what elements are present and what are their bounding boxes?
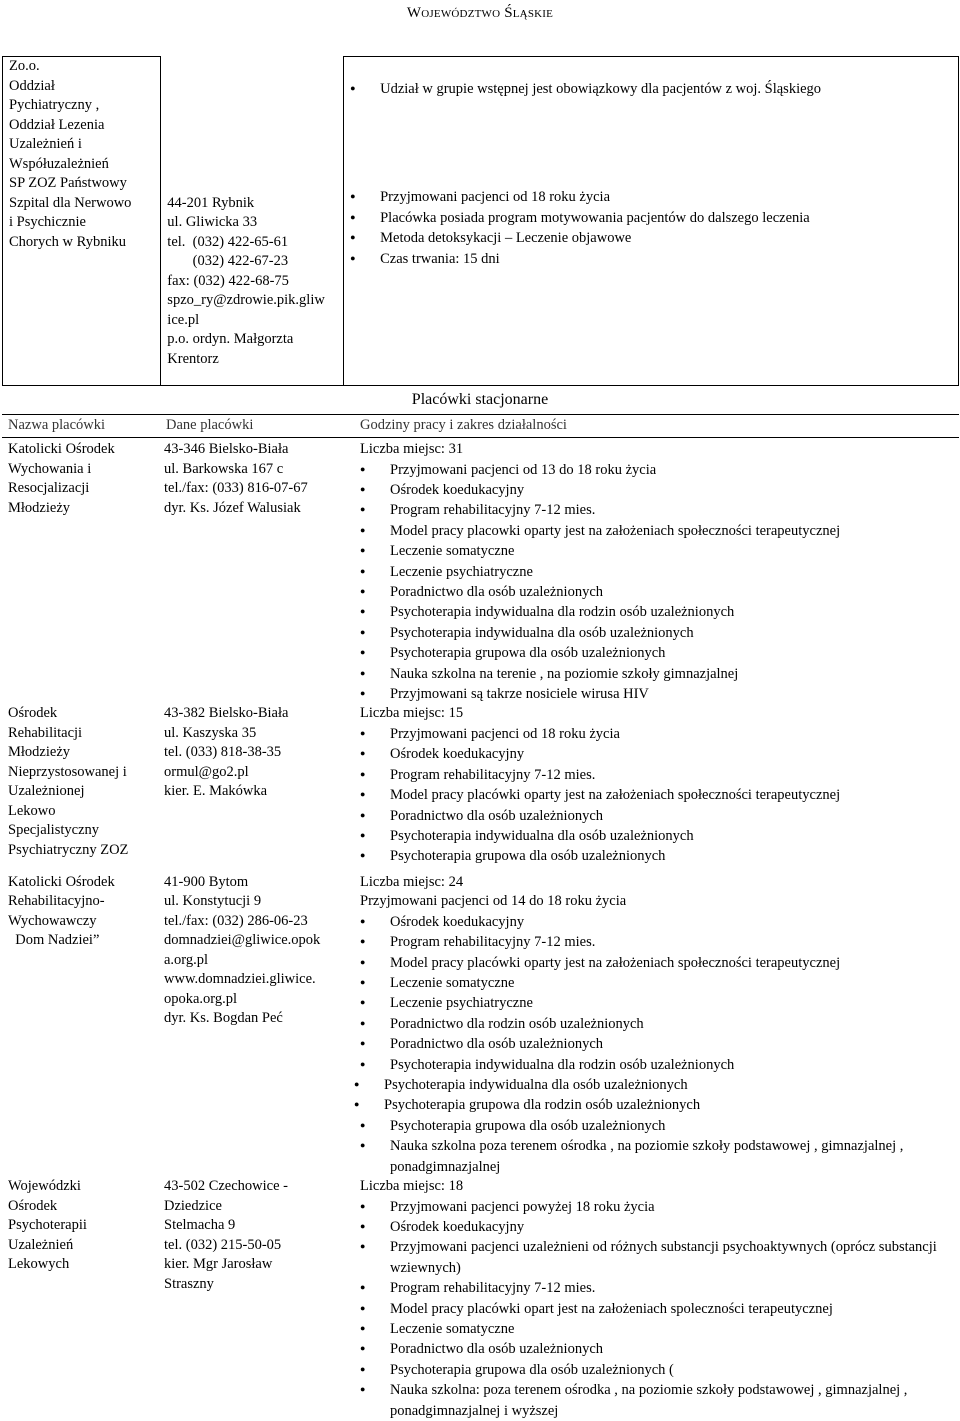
text-line: Młodzieży: [8, 499, 71, 516]
text-line: Ośrodek: [8, 1197, 58, 1214]
text-line: kier. Mgr Jarosław: [164, 1256, 273, 1272]
facility-bullets-end: [360, 1116, 959, 1177]
text-line: 43-382 Bielsko-Biała: [164, 705, 289, 722]
list-item: ● Udział w grupie wstępnej jest obowiązkowy dla pacjentów z woj. Śląskiego: [350, 79, 958, 99]
facility-details: [354, 873, 959, 1177]
facility-details: [354, 440, 959, 704]
text-line: Nieprzystosowanej i: [8, 763, 127, 780]
list-item: ● Przyjmowani pacjenci od 13 do 18 roku życia: [360, 460, 959, 480]
text-line: Chorych w Rybniku: [9, 233, 127, 250]
facility-row: [2, 440, 959, 704]
text-line: domnadziei@gliwice.opok: [164, 932, 321, 949]
text-line: Rehabilitacyjno-: [8, 893, 105, 910]
facility-row: [2, 704, 959, 872]
list-item: ● Leczenie somatyczne: [360, 1319, 959, 1339]
top-bullets-b: [350, 187, 958, 269]
text-line: ul. Konstytucji 9: [164, 893, 262, 910]
text-line: 43-346 Bielsko-Biała: [164, 441, 289, 457]
text-line: kier. E. Makówka: [164, 783, 268, 800]
list-item: ● Poradnictwo dla osób uzależnionych: [360, 582, 959, 602]
list-item: ● Program rehabilitacyjny 7-12 mies.: [360, 932, 959, 952]
text-line: Katolicki Ośrodek: [8, 873, 115, 890]
text-line: Współuzależnień: [9, 155, 109, 172]
facility-name: [2, 1177, 158, 1421]
text-line: Uzależnień i: [9, 136, 82, 152]
top-facility-row: [2, 56, 959, 386]
list-item: ● Psychoterapia grupowa dla osób uzależnionych: [360, 846, 959, 866]
text-line: ul. Barkowska 167 c: [164, 460, 284, 477]
list-item: ● Przyjmowani pacjenci uzależnieni od różnych substancji psychoaktywnych (oprócz substancji wziewnych): [360, 1237, 959, 1278]
text-line: Lekowo: [8, 802, 56, 819]
page-header: [0, 5, 960, 22]
list-item: ● Poradnictwo dla osób uzależnionych: [360, 1034, 959, 1054]
text-line: tel./fax: (032) 286-06-23: [164, 912, 308, 929]
text-line: Szpital dla Nerwowo: [9, 194, 132, 211]
facility-bullets: [360, 460, 959, 705]
text-line: Krentorz: [167, 350, 219, 367]
list-item: ● Psychoterapia grupowa dla osób uzależnionych: [360, 643, 959, 663]
text-line: 41-900 Bytom: [164, 873, 249, 890]
facility-details: [354, 1177, 959, 1421]
text-line: Katolicki Ośrodek: [8, 441, 115, 457]
text-line: Wychowania i: [8, 460, 92, 477]
header-title: Województwo Śląskie: [406, 5, 554, 21]
text-line: Oddział: [9, 77, 55, 94]
facility-bullets: [360, 912, 959, 1075]
places-count: Liczba miejsc: 31: [360, 441, 464, 457]
top-details-cell: [344, 57, 959, 386]
facility-bullets-noindent: [360, 1075, 959, 1116]
text-line: Psychoterapii: [8, 1217, 87, 1233]
text-line: spzo_ry@zdrowie.pik.gliw: [167, 292, 325, 308]
list-item: ● Psychoterapia indywidualna dla osób uzależnionych: [360, 623, 959, 643]
list-item: ● Przyjmowani są takrze nosiciele wirusa HIV: [360, 684, 959, 704]
facility-name: [2, 704, 158, 872]
text-line: Zo.o.: [9, 58, 40, 74]
list-item: ● Placówka posiada program motywowania pacjentów do dalszego leczenia: [350, 208, 958, 228]
facility-bullets: [360, 1197, 959, 1421]
top-contact-lines: [167, 194, 343, 370]
list-item: ● Metoda detoksykacji – Leczenie objawowe: [350, 228, 958, 248]
list-item: ● Model pracy placówki oparty jest na założeniach społeczności terapeutycznej: [360, 785, 959, 805]
column-details-header: Godziny pracy i zakres działalności: [360, 417, 567, 433]
facility-name: [2, 873, 158, 1177]
places-count: Liczba miejsc: 18: [360, 1178, 464, 1194]
list-item: ● Leczenie psychiatryczne: [360, 993, 959, 1013]
column-contact-header: Dane placówki: [166, 417, 254, 433]
places-count: Liczba miejsc: 24: [360, 873, 464, 890]
text-line: fax: (032) 422-68-75: [167, 272, 289, 289]
text-line: Ośrodek: [8, 705, 58, 722]
facility-contact: [158, 1177, 354, 1421]
text-line: Specjalistyczny: [8, 822, 100, 839]
text-line: Wojewódzki: [8, 1178, 81, 1194]
facility-bullets: [360, 724, 959, 867]
text-line: a.org.pl: [164, 951, 209, 968]
list-item: ● Leczenie somatyczne: [360, 973, 959, 993]
text-line: ul. Kaszyska 35: [164, 724, 257, 741]
list-item: ● Ośrodek koedukacyjny: [360, 480, 959, 500]
top-bullets-a: [350, 79, 958, 99]
list-item: ● Program rehabilitacyjny 7-12 mies.: [360, 765, 959, 785]
text-line: Młodzieży: [8, 744, 71, 761]
text-line: www.domnadziei.gliwice.: [164, 971, 316, 988]
list-item: ● Leczenie somatyczne: [360, 541, 959, 561]
text-line: tel. (033) 818-38-35: [164, 744, 282, 761]
text-line: dyr. Ks. Józef Walusiak: [164, 499, 301, 516]
list-item: ● Ośrodek koedukacyjny: [360, 912, 959, 932]
text-line: Dom Nadziei”: [8, 932, 100, 949]
top-name-cell: [3, 57, 161, 386]
list-item: ● Poradnictwo dla rodzin osób uzależnionych: [360, 1014, 959, 1034]
text-line: opoka.org.pl: [164, 990, 238, 1007]
facilities-table: [2, 440, 959, 1421]
text-line: Rehabilitacji: [8, 724, 83, 741]
list-item: ● Psychoterapia grupowa dla osób uzależnionych (: [360, 1360, 959, 1380]
list-item: ● Ośrodek koedukacyjny: [360, 1217, 959, 1237]
list-item: ● Psychoterapia indywidualna dla osób uzależnionych: [360, 1075, 959, 1095]
list-item: ● Poradnictwo dla osób uzależnionych: [360, 806, 959, 826]
text-line: 43-502 Czechowice -: [164, 1178, 289, 1194]
text-line: 44-201 Rybnik: [167, 194, 255, 211]
list-item: ● Nauka szkolna: poza terenem ośrodka , na poziomie szkoły podstawowej , gimnazjalnej , ponadgimnazjalnej i wyższej: [360, 1380, 959, 1421]
list-item: ● Poradnictwo dla osób uzależnionych: [360, 1339, 959, 1359]
list-item: ● Psychoterapia indywidualna dla rodzin osób uzależnionych: [360, 1055, 959, 1075]
facility-row: [2, 873, 959, 1177]
places-count: Liczba miejsc: 15: [360, 705, 464, 722]
facility-contact: [158, 704, 354, 872]
text-line: tel./fax: (033) 816-07-67: [164, 480, 308, 496]
list-item: ● Ośrodek koedukacyjny: [360, 744, 959, 764]
text-line: Wychowawczy: [8, 912, 97, 929]
list-item: ● Program rehabilitacyjny 7-12 mies.: [360, 500, 959, 520]
facility-details: [354, 704, 959, 872]
list-item: ● Model pracy placówki opart jest na założeniach spoleczności terapeutycznej: [360, 1299, 959, 1319]
text-line: Lekowych: [8, 1256, 70, 1272]
list-item: ● Przyjmowani pacjenci od 18 roku życia: [360, 724, 959, 744]
list-item: ● Psychoterapia grupowa dla rodzin osób uzależnionych: [360, 1095, 959, 1115]
column-name-header: Nazwa placówki: [8, 417, 106, 433]
text-line: ice.pl: [167, 311, 200, 328]
text-line: Uzależnień: [8, 1236, 74, 1253]
list-item: ● Przyjmowani pacjenci powyżej 18 roku życia: [360, 1197, 959, 1217]
text-line: dyr. Ks. Bogdan Peć: [164, 1010, 283, 1027]
top-name-lines: [9, 57, 160, 252]
text-line: ul. Gliwicka 33: [167, 214, 258, 230]
facility-row: [2, 1177, 959, 1421]
text-line: Psychiatryczny ZOZ: [8, 841, 129, 858]
list-item: ● Czas trwania: 15 dni: [350, 249, 958, 269]
top-contact-cell: [161, 57, 344, 386]
text-line: (032) 422-67-23: [167, 253, 289, 269]
text-line: Pychiatryczny ,: [9, 97, 100, 113]
admission-intro: Przyjmowani pacjenci od 14 do 18 roku życia: [360, 893, 627, 910]
text-line: SP ZOZ Państwowy: [9, 175, 127, 191]
text-line: Dziedzice: [164, 1197, 222, 1214]
list-item: ● Model pracy placówki oparty jest na założeniach społeczności terapeutycznej: [360, 953, 959, 973]
list-item: ● Psychoterapia indywidualna dla osób uzależnionych: [360, 826, 959, 846]
facility-contact: [158, 873, 354, 1177]
list-item: ● Leczenie psychiatryczne: [360, 562, 959, 582]
column-header-row: [2, 414, 959, 438]
facility-name: [2, 440, 158, 704]
list-item: ● Model pracy placowki oparty jest na założeniach społeczności terapeutycznej: [360, 521, 959, 541]
list-item: ● Nauka szkolna poza terenem ośrodka , na poziomie szkoły podstawowej , gimnazjalnej , ponadgimnazjalnej: [360, 1136, 959, 1177]
text-line: Stelmacha 9: [164, 1217, 236, 1233]
section-title: Placówki stacjonarne: [411, 391, 549, 408]
text-line: i Psychicznie: [9, 214, 86, 230]
list-item: ● Psychoterapia grupowa dla osób uzależnionych: [360, 1116, 959, 1136]
text-line: tel. (032) 215-50-05: [164, 1236, 282, 1253]
list-item: ● Psychoterapia indywidualna dla rodzin osób uzależnionych: [360, 602, 959, 622]
text-line: Resocjalizacji: [8, 480, 90, 496]
list-item: ● Przyjmowani pacjenci od 18 roku życia: [350, 187, 958, 207]
facility-contact: [158, 440, 354, 704]
text-line: Straszny: [164, 1275, 214, 1292]
list-item: ● Program rehabilitacyjny 7-12 mies.: [360, 1278, 959, 1298]
text-line: tel. (032) 422-65-61: [167, 233, 289, 250]
text-line: ormul@go2.pl: [164, 763, 249, 780]
text-line: Uzależnionej: [8, 783, 85, 800]
text-line: p.o. ordyn. Małgorzta: [167, 331, 294, 347]
text-line: Oddział Lezenia: [9, 116, 105, 133]
list-item: ● Nauka szkolna na terenie , na poziomie szkoły gimnazjalnej: [360, 664, 959, 684]
